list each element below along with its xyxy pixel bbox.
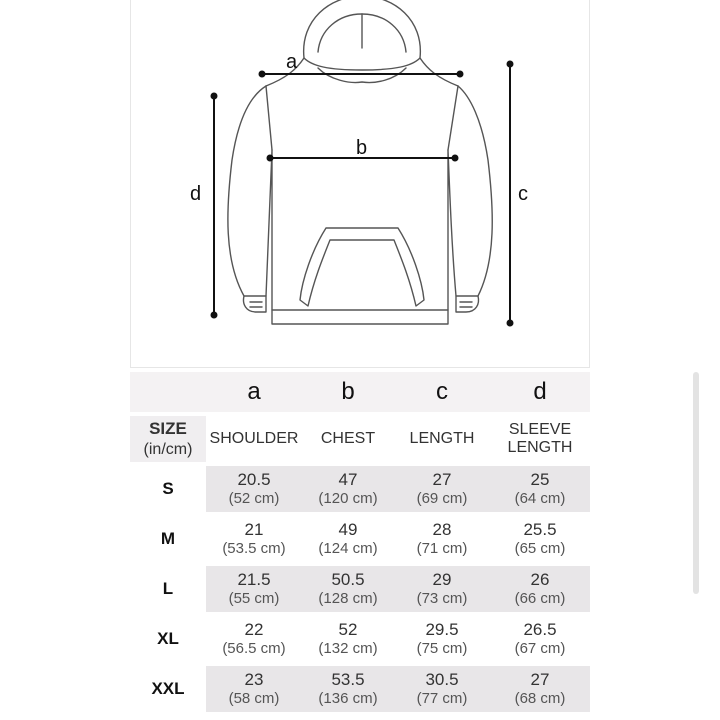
value-length-cm: (71 cm) xyxy=(416,540,468,557)
value-sleeve: 25.5 xyxy=(523,520,557,539)
value-length-cm: (77 cm) xyxy=(416,690,468,707)
col-header-sleeve-line2: LENGTH xyxy=(507,439,573,456)
table-row xyxy=(130,566,590,612)
value-sleeve-cm: (65 cm) xyxy=(514,540,566,557)
cell-chest xyxy=(302,516,394,562)
value-length-cm: (69 cm) xyxy=(416,490,468,507)
cell-length xyxy=(394,516,490,562)
value-chest-cm: (120 cm) xyxy=(318,490,378,507)
cell-length xyxy=(394,616,490,662)
cell-sleeve xyxy=(490,616,590,662)
cell-sleeve xyxy=(490,566,590,612)
cell-shoulder xyxy=(206,616,302,662)
cell-chest xyxy=(302,566,394,612)
size-label: L xyxy=(130,566,206,612)
measure-label-c: c xyxy=(518,183,528,205)
value-chest: 49 xyxy=(338,520,358,539)
value-shoulder-cm: (56.5 cm) xyxy=(222,640,286,657)
cell-chest xyxy=(302,666,394,712)
value-sleeve-cm: (64 cm) xyxy=(514,490,566,507)
value-shoulder: 21.5 xyxy=(237,570,271,589)
value-chest-cm: (132 cm) xyxy=(318,640,378,657)
value-shoulder: 22 xyxy=(244,620,264,639)
size-label: XXL xyxy=(130,666,206,712)
cell-shoulder xyxy=(206,666,302,712)
measure-label-b: b xyxy=(356,137,368,159)
size-table xyxy=(130,368,590,716)
value-sleeve-cm: (68 cm) xyxy=(514,690,566,707)
value-shoulder-cm: (52 cm) xyxy=(228,490,280,507)
value-length: 28 xyxy=(432,520,452,539)
value-length: 27 xyxy=(432,470,452,489)
cell-sleeve xyxy=(490,466,590,512)
value-chest: 50.5 xyxy=(331,570,365,589)
letter-d: d xyxy=(490,372,590,412)
cell-length xyxy=(394,666,490,712)
unit-header: (in/cm) xyxy=(143,440,193,458)
value-shoulder-cm: (53.5 cm) xyxy=(222,540,286,557)
value-shoulder: 23 xyxy=(244,670,264,689)
letter-c: c xyxy=(394,372,490,412)
measure-label-d: d xyxy=(190,183,202,205)
value-length: 29.5 xyxy=(425,620,459,639)
col-header-sleeve-length xyxy=(490,416,590,462)
value-length-cm: (75 cm) xyxy=(416,640,468,657)
value-shoulder: 21 xyxy=(244,520,264,539)
value-length: 29 xyxy=(432,570,452,589)
table-header-row xyxy=(130,416,590,462)
table-letter-row xyxy=(130,372,590,412)
value-chest-cm: (128 cm) xyxy=(318,590,378,607)
value-shoulder-cm: (58 cm) xyxy=(228,690,280,707)
value-sleeve: 25 xyxy=(530,470,550,489)
value-chest: 47 xyxy=(338,470,358,489)
value-sleeve: 26 xyxy=(530,570,550,589)
value-chest-cm: (136 cm) xyxy=(318,690,378,707)
col-header-length: LENGTH xyxy=(394,416,490,462)
letter-b: b xyxy=(302,372,394,412)
size-header: SIZE xyxy=(149,418,187,438)
value-sleeve-cm: (66 cm) xyxy=(514,590,566,607)
size-header-cell xyxy=(130,416,206,462)
value-length-cm: (73 cm) xyxy=(416,590,468,607)
table-row xyxy=(130,616,590,662)
value-length: 30.5 xyxy=(425,670,459,689)
letter-blank-cell xyxy=(130,372,206,412)
cell-shoulder xyxy=(206,516,302,562)
scrollbar-thumb[interactable] xyxy=(693,372,699,594)
value-sleeve: 27 xyxy=(530,670,550,689)
value-chest-cm: (124 cm) xyxy=(318,540,378,557)
size-label: XL xyxy=(130,616,206,662)
cell-shoulder xyxy=(206,466,302,512)
col-header-sleeve-line1: SLEEVE xyxy=(508,421,572,438)
cell-shoulder xyxy=(206,566,302,612)
size-label: S xyxy=(130,466,206,512)
value-shoulder: 20.5 xyxy=(237,470,271,489)
table-row xyxy=(130,666,590,712)
value-shoulder-cm: (55 cm) xyxy=(228,590,280,607)
value-sleeve-cm: (67 cm) xyxy=(514,640,566,657)
value-chest: 53.5 xyxy=(331,670,365,689)
measure-label-a: a xyxy=(286,51,298,73)
cell-chest xyxy=(302,616,394,662)
size-label: M xyxy=(130,516,206,562)
cell-sleeve xyxy=(490,516,590,562)
table-row xyxy=(130,516,590,562)
cell-length xyxy=(394,466,490,512)
letter-a: a xyxy=(206,372,302,412)
value-sleeve: 26.5 xyxy=(523,620,557,639)
cell-chest xyxy=(302,466,394,512)
table-row xyxy=(130,466,590,512)
cell-length xyxy=(394,566,490,612)
cell-sleeve xyxy=(490,666,590,712)
col-header-shoulder: SHOULDER xyxy=(206,416,302,462)
col-header-chest: CHEST xyxy=(302,416,394,462)
value-chest: 52 xyxy=(338,620,358,639)
